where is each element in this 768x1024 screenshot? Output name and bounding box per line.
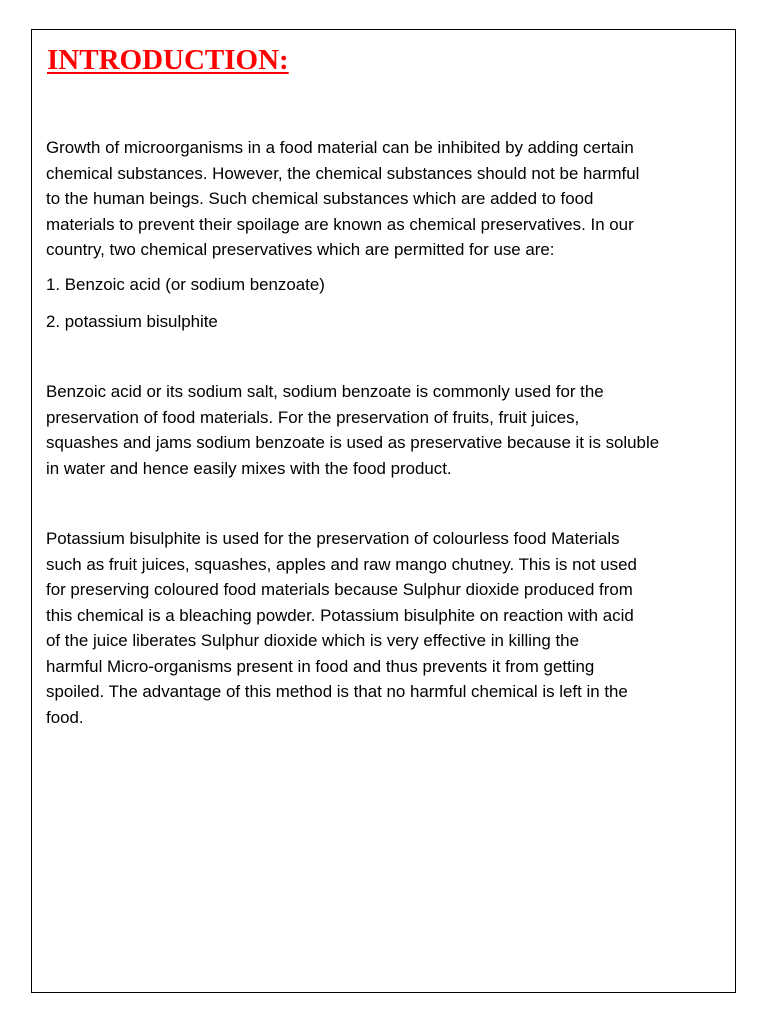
paragraph-line: Benzoic acid or its sodium salt, sodium benzoate is commonly used for the [46,382,604,401]
paragraph-line: spoiled. The advantage of this method is that no harmful chemical is left in the [46,682,628,701]
paragraph-line: Growth of microorganisms in a food material can be inhibited by adding certain [46,138,634,157]
bisulphite-paragraph [46,526,637,730]
paragraph-line: chemical substances. However, the chemical substances should not be harmful [46,163,640,183]
paragraph-line: Potassium bisulphite is used for the preservation of colourless food Materials [46,529,620,548]
paragraph-line: such as fruit juices, squashes, apples and raw mango chutney. This is not used [46,554,637,574]
benzoate-paragraph [46,379,659,481]
paragraph-line: harmful Micro-organisms present in food and thus prevents it from getting [46,656,595,676]
paragraph-line: squashes and jams sodium benzoate is used as preservative because it is soluble [46,433,660,452]
paragraph-line: this chemical is a bleaching powder. Potassium bisulphite on reaction with acid [46,605,634,625]
paragraph-line: preservation of food materials. For the preservation of fruits, fruit juices, [46,407,580,427]
paragraph-line: materials to prevent their spoilage are known as chemical preservatives. In our [46,214,634,234]
paragraph-line: country, two chemical preservatives which are permitted for use are: [46,240,555,259]
intro-paragraph [46,135,639,263]
paragraph-line: to the human beings. Such chemical substances which are added to food [46,189,594,208]
list-item: 2. potassium bisulphite [46,312,218,331]
paragraph-line: of the juice liberates Sulphur dioxide which is very effective in killing the [46,631,579,650]
paragraph-line: for preserving coloured food materials because Sulphur dioxide produced from [46,580,633,599]
page-heading: INTRODUCTION: [47,44,289,76]
list-item: 1. Benzoic acid (or sodium benzoate) [46,275,325,294]
paragraph-line: in water and hence easily mixes with the food product. [46,458,452,478]
paragraph-line: food. [46,707,84,727]
